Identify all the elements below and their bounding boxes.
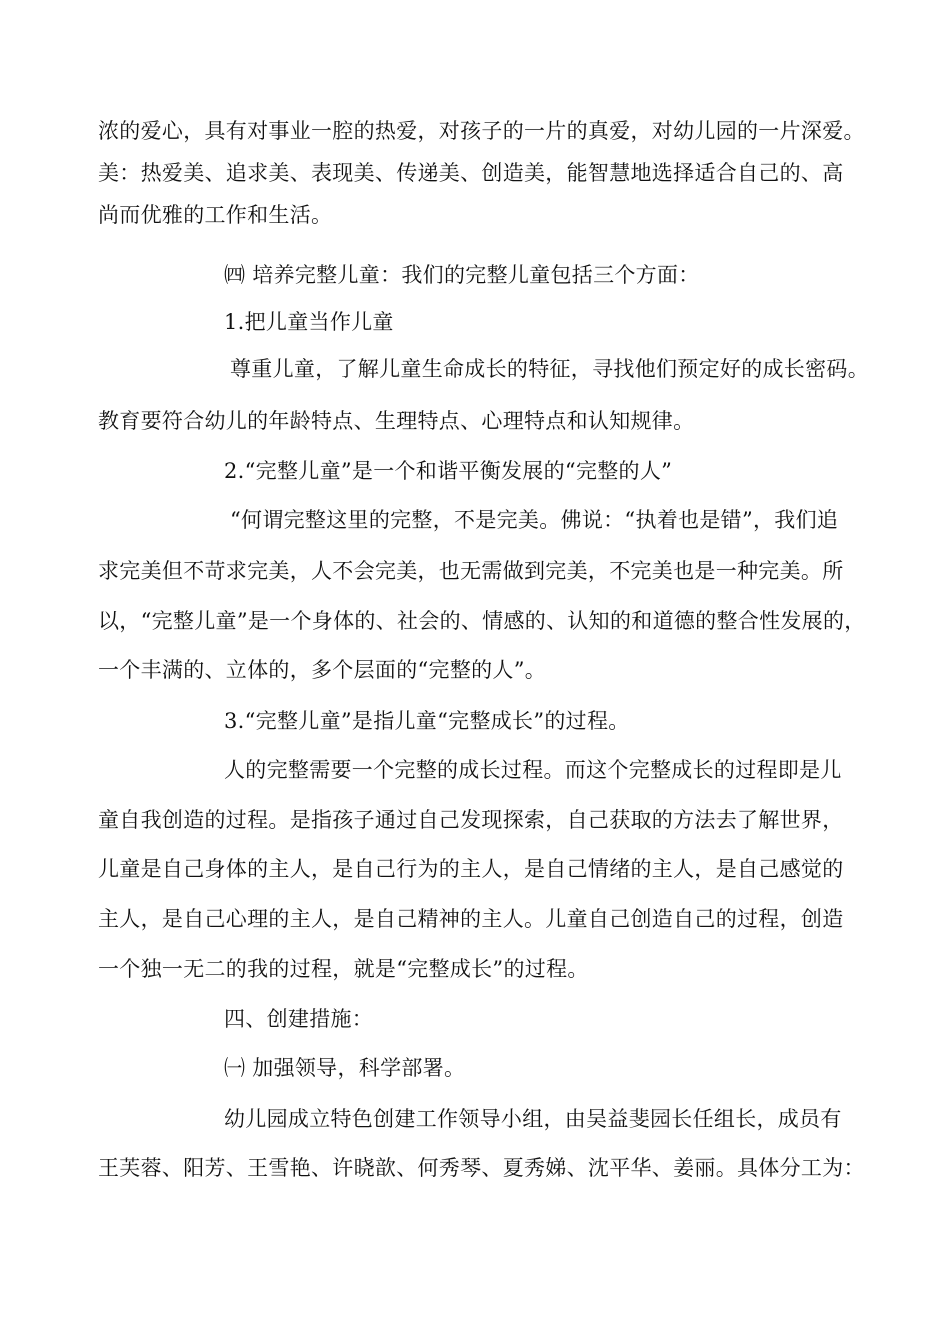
section-heading-1: ㈠ 加强领导，科学部署。 bbox=[224, 1056, 466, 1080]
text-line-15: 童自我创造的过程。是指孩子通过自己发现探索，自己获取的方法去了解世界， bbox=[98, 808, 844, 832]
text-line-18: 一个独一无二的我的过程，就是“完整成长”的过程。 bbox=[98, 957, 589, 981]
text-line-17: 主人，是自己心理的主人，是自己精神的主人。儿童自己创造自己的过程，创造 bbox=[98, 907, 844, 931]
section-heading-measures: 四、创建措施： bbox=[224, 1007, 374, 1031]
text-line-6: 尊重儿童，了解儿童生命成长的特征，寻找他们预定好的成长密码。 bbox=[230, 357, 869, 381]
text-line-14: 人的完整需要一个完整的成长过程。而这个完整成长的过程即是儿 bbox=[224, 758, 842, 782]
text-line-3: 尚而优雅的工作和生活。 bbox=[98, 203, 333, 227]
section-heading-4: ㈣ 培养完整儿童：我们的完整儿童包括三个方面： bbox=[224, 263, 700, 287]
text-line-9: “何谓完整这里的完整，不是完美。佛说：“执着也是错”，我们追 bbox=[230, 508, 839, 532]
text-line-21: 幼儿园成立特色创建工作领导小组，由吴益斐园长任组长，成员有 bbox=[224, 1107, 842, 1131]
subheading-1: 1.把儿童当作儿童 bbox=[224, 310, 394, 334]
text-line-1: 浓的爱心，具有对事业一腔的热爱，对孩子的一片的真爱，对幼儿园的一片深爱。 bbox=[98, 119, 865, 143]
text-line-22: 王芙蓉、阳芳、王雪艳、许晓歆、何秀琴、夏秀娣、沈平华、姜丽。具体分工为： bbox=[98, 1156, 865, 1180]
subheading-3: 3.“完整儿童”是指儿童“完整成长”的过程。 bbox=[224, 709, 630, 733]
subheading-2: 2.“完整儿童”是一个和谐平衡发展的“完整的人” bbox=[224, 459, 673, 483]
text-line-10: 求完美但不苛求完美，人不会完美，也无需做到完美，不完美也是一种完美。所 bbox=[98, 559, 844, 583]
text-line-2: 美：热爱美、追求美、表现美、传递美、创造美，能智慧地选择适合自己的、高 bbox=[98, 161, 844, 185]
text-line-12: 一个丰满的、立体的，多个层面的“完整的人”。 bbox=[98, 658, 547, 682]
text-line-16: 儿童是自己身体的主人，是自己行为的主人，是自己情绪的主人，是自己感觉的 bbox=[98, 857, 844, 881]
text-line-7: 教育要符合幼儿的年龄特点、生理特点、心理特点和认知规律。 bbox=[98, 409, 695, 433]
text-line-11: 以，“完整儿童”是一个身体的、社会的、情感的、认知的和道德的整合性发展的， bbox=[98, 609, 866, 633]
